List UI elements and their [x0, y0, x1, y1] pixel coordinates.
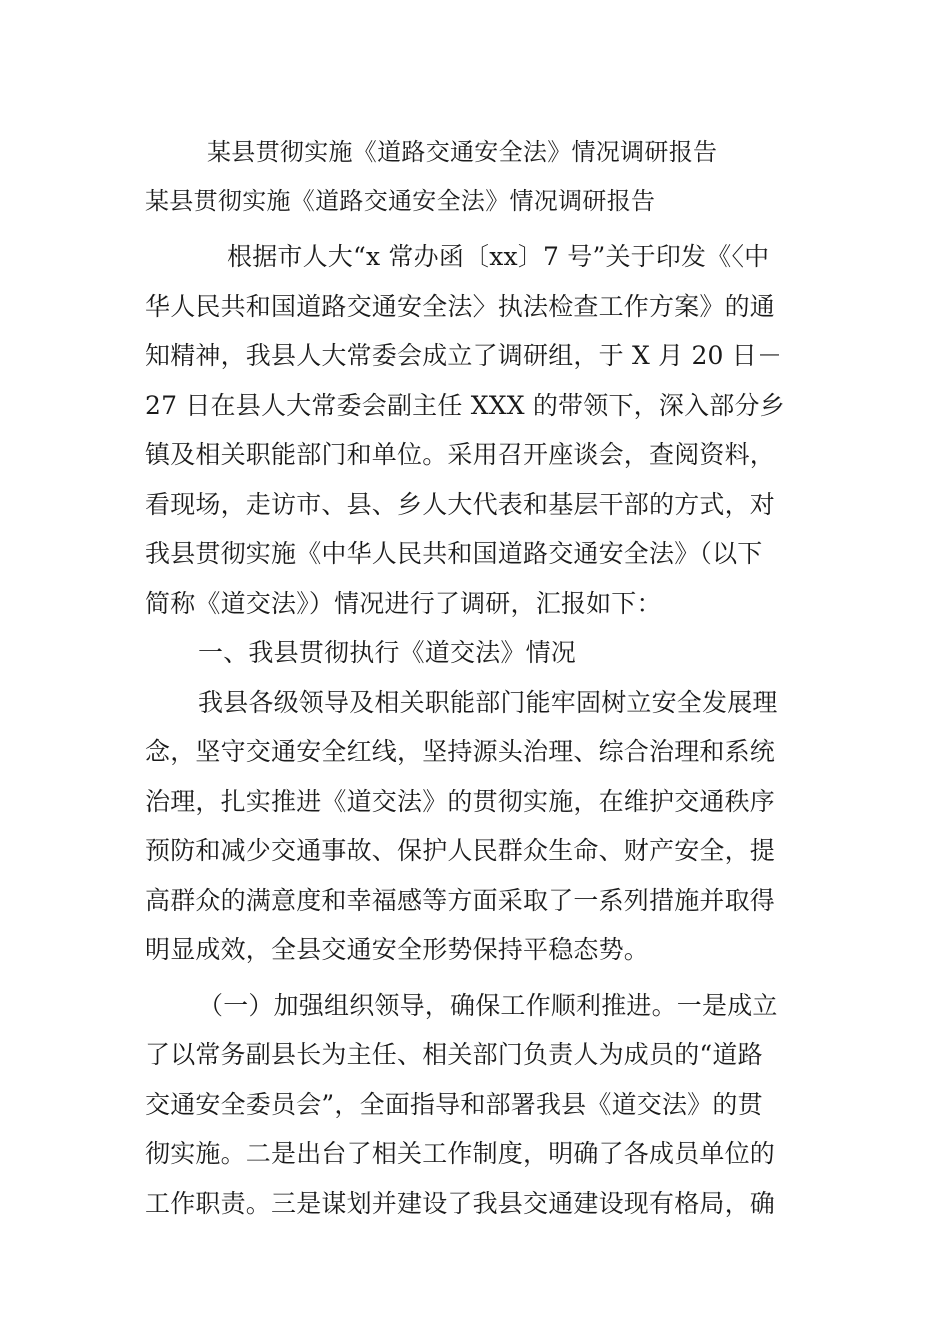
report-title-repeat: 某县贯彻实施《道路交通安全法》情况调研报告 [145, 187, 656, 215]
paragraph-line: 看现场，走访市、县、乡人大代表和基层干部的方式，对 [145, 489, 776, 519]
paragraph-line: 简称《道交法》）情况进行了调研，汇报如下： [145, 588, 662, 618]
paragraph-line: 念，坚守交通安全红线，坚持源头治理、综合治理和系统 [145, 737, 776, 766]
paragraph-line: 预防和减少交通事故、保护人民群众生命、财产安全，提 [145, 836, 776, 865]
paragraph-line: 工作职责。三是谋划并建设了我县交通建设现有格局，确 [145, 1188, 776, 1218]
paragraph-line: 交通安全委员会”，全面指导和部署我县《道交法》的贯 [145, 1089, 763, 1119]
report-title: 某县贯彻实施《道路交通安全法》情况调研报告 [207, 138, 718, 166]
paragraph-line: 根据市人大“x 常办函〔xx〕7 号”关于印发《〈中 [227, 242, 770, 271]
paragraph-line: 镇及相关职能部门和单位。采用召开座谈会，查阅资料， [145, 440, 776, 469]
paragraph-line: 27 日在县人大常委会副主任 XXX 的带领下，深入部分乡 [145, 390, 785, 420]
paragraph-line: 知精神，我县人大常委会成立了调研组，于 X 月 20 日－ [145, 341, 783, 370]
paragraph-line: 华人民共和国道路交通安全法〉执法检查工作方案》的通 [145, 291, 776, 321]
paragraph-line: （一）加强组织领导，确保工作顺利推进。一是成立 [198, 990, 778, 1020]
paragraph-line: 高群众的满意度和幸福感等方面采取了一系列措施并取得 [145, 885, 776, 915]
paragraph-line: 我县贯彻实施《中华人民共和国道路交通安全法》（以下 [145, 539, 763, 568]
report-body [145, 232, 805, 1228]
paragraph-line: 明显成效，全县交通安全形势保持平稳态势。 [145, 935, 650, 964]
paragraph-line: 我县各级领导及相关职能部门能牢固树立安全发展理 [198, 687, 778, 717]
paragraph-line: 了以常务副县长为主任、相关部门负责人为成员的“道路 [145, 1040, 763, 1069]
paragraph-line: 治理，扎实推进《道交法》的贯彻实施，在维护交通秩序 [145, 786, 776, 816]
paragraph-line: 彻实施。二是出台了相关工作制度，明确了各成员单位的 [145, 1139, 776, 1168]
section-heading: 一、我县贯彻执行《道交法》情况 [198, 638, 577, 667]
